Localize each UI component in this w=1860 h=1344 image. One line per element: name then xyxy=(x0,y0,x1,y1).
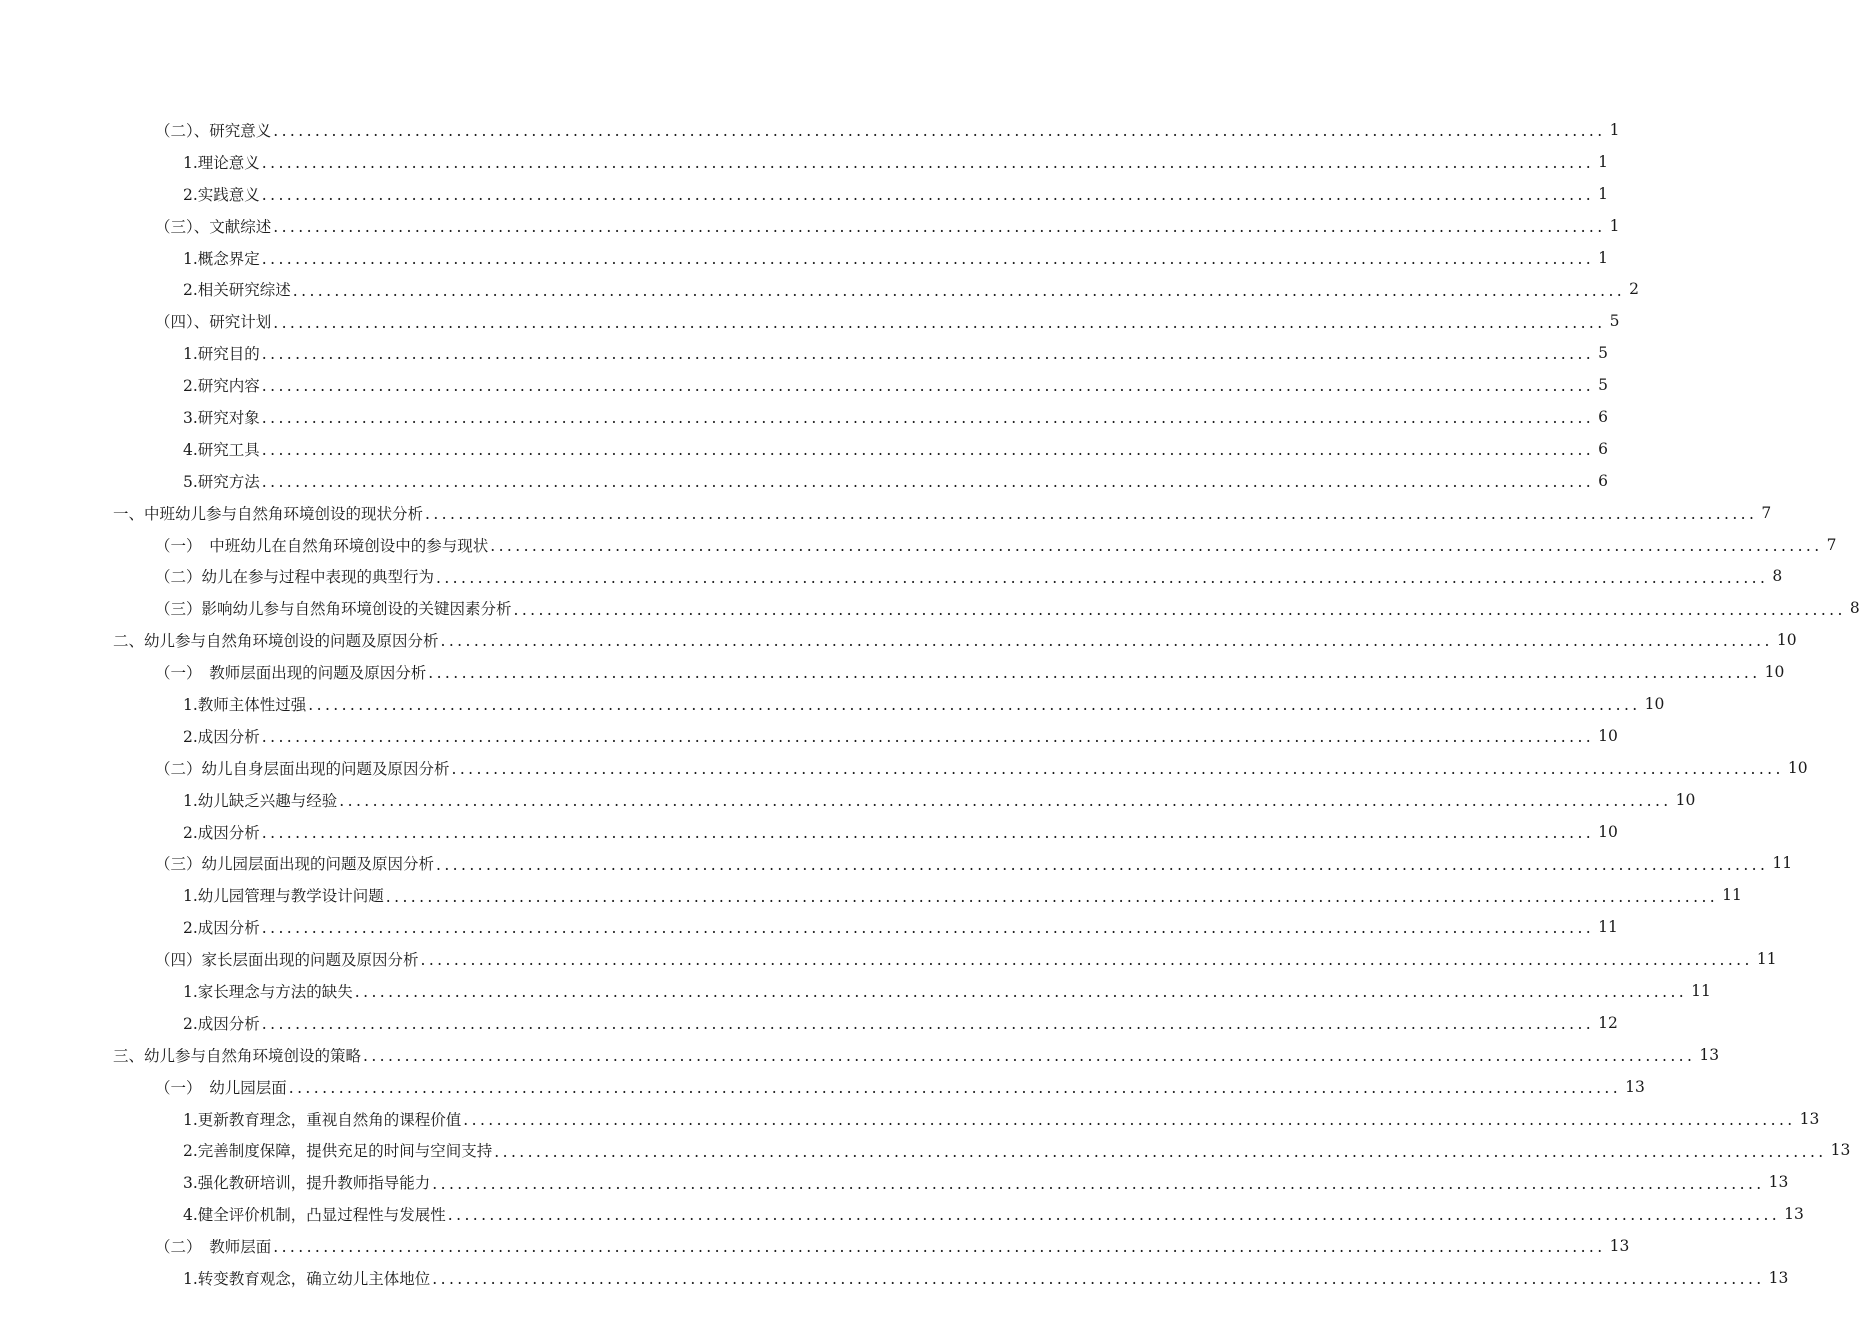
toc-entry[interactable] xyxy=(0,401,1608,433)
toc-dot-leader: ................................................................................................................................................................ xyxy=(420,951,1753,970)
toc-entry-title: 1.理论意义 xyxy=(183,153,260,172)
toc-entry[interactable] xyxy=(0,943,1777,975)
toc-entry-title: （二）幼儿自身层面出现的问题及原因分析 xyxy=(155,759,450,778)
toc-page-number: 1 xyxy=(1598,152,1608,171)
toc-entry-title: 1.概念界定 xyxy=(183,249,260,268)
toc-entry[interactable] xyxy=(0,1103,1820,1135)
toc-page-number: 11 xyxy=(1772,854,1793,873)
toc-dot-leader: ................................................................................................................................................................ xyxy=(463,1110,1796,1129)
toc-page-number: 13 xyxy=(1768,1269,1789,1287)
toc-dot-leader: ................................................................................................................................................................ xyxy=(261,1015,1595,1034)
toc-entry[interactable] xyxy=(0,720,1618,752)
toc-dot-leader: ................................................................................................................................................................ xyxy=(436,855,1769,874)
toc-entry[interactable] xyxy=(0,1039,1720,1071)
toc-page-number: 11 xyxy=(1756,950,1777,969)
toc-dot-leader: ................................................................................................................................................................ xyxy=(385,887,1719,906)
toc-entry-title: 3.强化教研培训，提升教师指导能力 xyxy=(183,1174,431,1193)
toc-page-number: 10 xyxy=(1764,663,1785,682)
toc-page-number: 12 xyxy=(1598,1013,1618,1032)
toc-entry[interactable] xyxy=(0,273,1639,305)
toc-entry-title: 2.成因分析 xyxy=(183,727,260,746)
toc-page-number: 13 xyxy=(1609,1237,1630,1256)
toc-entry[interactable] xyxy=(0,529,1837,561)
toc-entry[interactable] xyxy=(0,560,1783,592)
toc-entry-title: 4.健全评价机制，凸显过程性与发展性 xyxy=(183,1206,446,1225)
toc-page-number: 13 xyxy=(1830,1141,1851,1160)
toc-dot-leader: ................................................................................................................................................................ xyxy=(273,122,1606,141)
toc-entry-title: 1.幼儿园管理与教学设计问题 xyxy=(183,887,384,906)
toc-entry[interactable] xyxy=(0,1007,1618,1039)
toc-dot-leader: ................................................................................................................................................................ xyxy=(490,536,1823,555)
toc-page-number: 11 xyxy=(1722,886,1742,905)
toc-entry[interactable] xyxy=(0,1166,1789,1198)
toc-entry-title: 三、幼儿参与自然角环境创设的策略 xyxy=(113,1046,362,1065)
toc-entry-title: （三）、文献综述 xyxy=(155,217,272,236)
toc-entry-title: 5.研究方法 xyxy=(183,472,260,491)
toc-entry-title: 3.研究对象 xyxy=(183,408,260,427)
toc-entry-title: 1.幼儿缺乏兴趣与经验 xyxy=(183,791,338,810)
toc-entry[interactable] xyxy=(0,433,1608,465)
toc-entry-title: 1.更新教育理念，重视自然角的课程价值 xyxy=(183,1110,462,1129)
toc-dot-leader: ................................................................................................................................................................ xyxy=(432,1174,1765,1193)
toc-page-number: 7 xyxy=(1826,535,1837,554)
toc-page-number: 10 xyxy=(1598,726,1618,745)
toc-entry-title: （二）、研究意义 xyxy=(155,121,272,140)
toc-entry[interactable] xyxy=(0,624,1797,656)
toc-dot-leader: ................................................................................................................................................................ xyxy=(436,568,1769,587)
toc-entry[interactable] xyxy=(0,688,1665,720)
toc-page-number: 6 xyxy=(1598,471,1608,490)
toc-entry[interactable] xyxy=(0,146,1608,178)
toc-dot-leader: ................................................................................................................................................................ xyxy=(451,760,1784,778)
toc-dot-leader: ................................................................................................................................................................ xyxy=(513,600,1846,619)
toc-dot-leader: ................................................................................................................................................................ xyxy=(339,791,1672,810)
toc-dot-leader: ................................................................................................................................................................ xyxy=(261,823,1595,842)
toc-entry-title: 1.家长理念与方法的缺失 xyxy=(183,982,353,1001)
toc-dot-leader: ................................................................................................................................................................ xyxy=(440,632,1773,651)
toc-page-number: 6 xyxy=(1598,407,1608,426)
toc-dot-leader: ................................................................................................................................................................ xyxy=(261,409,1595,428)
toc-page-number: 2 xyxy=(1629,280,1639,299)
toc-entry[interactable] xyxy=(0,305,1620,337)
toc-dot-leader: ................................................................................................................................................................ xyxy=(432,1270,1765,1289)
toc-page-number: 5 xyxy=(1609,312,1620,331)
toc-entry[interactable] xyxy=(0,369,1608,401)
toc-page-number: 13 xyxy=(1768,1173,1789,1192)
toc-entry[interactable] xyxy=(0,752,1808,784)
toc-entry-title: （四）、研究计划 xyxy=(155,313,272,332)
toc-page-number: 10 xyxy=(1675,790,1696,809)
toc-page-number: 11 xyxy=(1691,981,1711,1000)
toc-entry[interactable] xyxy=(0,465,1608,497)
toc-dot-leader: ................................................................................................................................................................ xyxy=(292,281,1626,300)
toc-dot-leader: ................................................................................................................................................................ xyxy=(288,1078,1622,1097)
toc-entry[interactable] xyxy=(0,784,1696,816)
toc-page-number: 1 xyxy=(1598,248,1608,267)
toc-entry-title: 2.研究内容 xyxy=(183,377,260,396)
toc-entry[interactable] xyxy=(0,242,1608,274)
toc-entry[interactable] xyxy=(0,847,1793,879)
toc-entry[interactable] xyxy=(0,656,1785,688)
toc-page-number: 5 xyxy=(1598,344,1608,363)
toc-dot-leader: ................................................................................................................................................................ xyxy=(273,1238,1606,1257)
toc-dot-leader: ................................................................................................................................................................ xyxy=(308,696,1641,715)
toc-page-number: 1 xyxy=(1609,120,1620,139)
toc-dot-leader: ................................................................................................................................................................ xyxy=(261,441,1595,460)
toc-dot-leader: ................................................................................................................................................................ xyxy=(363,1047,1696,1066)
toc-page-number: 10 xyxy=(1598,822,1618,841)
toc-entry[interactable] xyxy=(0,975,1711,1007)
toc-page-number: 10 xyxy=(1644,694,1665,713)
toc-entry[interactable] xyxy=(0,592,1860,624)
toc-dot-leader: ................................................................................................................................................................ xyxy=(494,1142,1827,1161)
toc-entry[interactable] xyxy=(0,210,1620,242)
toc-entry-title: （二）幼儿在参与过程中表现的典型行为 xyxy=(155,568,435,587)
toc-page-number: 13 xyxy=(1784,1205,1804,1224)
toc-entry-title: 4.研究工具 xyxy=(183,440,260,459)
toc-entry[interactable] xyxy=(0,816,1618,848)
toc-entry-title: 1.转变教育观念，确立幼儿主体地位 xyxy=(183,1270,431,1288)
toc-entry-title: （一） 中班幼儿在自然角环境创设中的参与现状 xyxy=(155,536,489,555)
toc-page-number: 11 xyxy=(1598,918,1618,937)
toc-page-number: 10 xyxy=(1787,758,1808,777)
toc-entry-title: （一） 幼儿园层面 xyxy=(155,1078,287,1097)
toc-entry-title: （三）幼儿园层面出现的问题及原因分析 xyxy=(155,855,435,874)
toc-page-number: 8 xyxy=(1849,599,1860,618)
toc-entry-title: 2.成因分析 xyxy=(183,823,260,842)
toc-entry[interactable] xyxy=(0,1262,1789,1294)
toc-entry[interactable] xyxy=(0,1198,1804,1230)
toc-entry[interactable] xyxy=(0,911,1618,943)
toc-entry[interactable] xyxy=(0,1135,1851,1167)
toc-page-number: 1 xyxy=(1609,216,1620,235)
toc-entry[interactable] xyxy=(0,114,1620,146)
toc-dot-leader: ................................................................................................................................................................ xyxy=(273,313,1606,332)
toc-dot-leader: ................................................................................................................................................................ xyxy=(428,664,1761,683)
toc-entry-title: 二、幼儿参与自然角环境创设的问题及原因分析 xyxy=(113,632,439,651)
toc-entry-title: 2.成因分析 xyxy=(183,919,260,938)
toc-entry-title: 1.研究目的 xyxy=(183,345,260,364)
toc-dot-leader: ................................................................................................................................................................ xyxy=(425,504,1758,523)
toc-dot-leader: ................................................................................................................................................................ xyxy=(261,919,1595,938)
toc-entry[interactable] xyxy=(0,1230,1630,1262)
toc-entry-title: （二） 教师层面 xyxy=(155,1238,272,1257)
toc-dot-leader: ................................................................................................................................................................ xyxy=(261,472,1595,491)
toc-entry[interactable] xyxy=(0,337,1608,369)
toc-dot-leader: ................................................................................................................................................................ xyxy=(261,154,1595,173)
toc-dot-leader: ................................................................................................................................................................ xyxy=(447,1206,1781,1225)
toc-entry-title: 2.完善制度保障，提供充足的时间与空间支持 xyxy=(183,1142,493,1161)
toc-page-number: 8 xyxy=(1772,567,1783,586)
toc-entry[interactable] xyxy=(0,879,1742,911)
toc-entry-title: 1.教师主体性过强 xyxy=(183,695,307,714)
toc-entry[interactable] xyxy=(0,497,1772,529)
toc-dot-leader: ................................................................................................................................................................ xyxy=(354,983,1688,1002)
toc-entry-title: 2.相关研究综述 xyxy=(183,281,291,300)
toc-entry-title: 一、中班幼儿参与自然角环境创设的现状分析 xyxy=(113,504,424,523)
toc-page-number: 7 xyxy=(1761,503,1772,522)
toc-entry-title: （一） 教师层面出现的问题及原因分析 xyxy=(155,664,427,683)
toc-page-number: 10 xyxy=(1776,631,1797,650)
toc-dot-leader: ................................................................................................................................................................ xyxy=(261,185,1595,204)
toc-page-number: 5 xyxy=(1598,376,1608,395)
toc-page-number: 13 xyxy=(1625,1077,1645,1096)
toc-dot-leader: ................................................................................................................................................................ xyxy=(261,249,1595,268)
toc-entry-title: （三）影响幼儿参与自然角环境创设的关键因素分析 xyxy=(155,600,512,619)
toc-entry[interactable] xyxy=(0,178,1608,210)
table-of-contents xyxy=(0,114,1860,1294)
toc-page-number: 1 xyxy=(1598,184,1608,203)
toc-page-number: 13 xyxy=(1799,1109,1820,1128)
toc-entry-title: （四）家长层面出现的问题及原因分析 xyxy=(155,951,419,970)
toc-page-number: 13 xyxy=(1699,1045,1720,1064)
toc-entry-title: 2.成因分析 xyxy=(183,1014,260,1033)
toc-dot-leader: ................................................................................................................................................................ xyxy=(261,377,1595,396)
toc-dot-leader: ................................................................................................................................................................ xyxy=(273,217,1606,236)
toc-page-number: 6 xyxy=(1598,439,1608,458)
toc-dot-leader: ................................................................................................................................................................ xyxy=(261,728,1595,747)
toc-entry-title: 2.实践意义 xyxy=(183,185,260,204)
toc-dot-leader: ................................................................................................................................................................ xyxy=(261,345,1595,364)
toc-entry[interactable] xyxy=(0,1071,1645,1103)
